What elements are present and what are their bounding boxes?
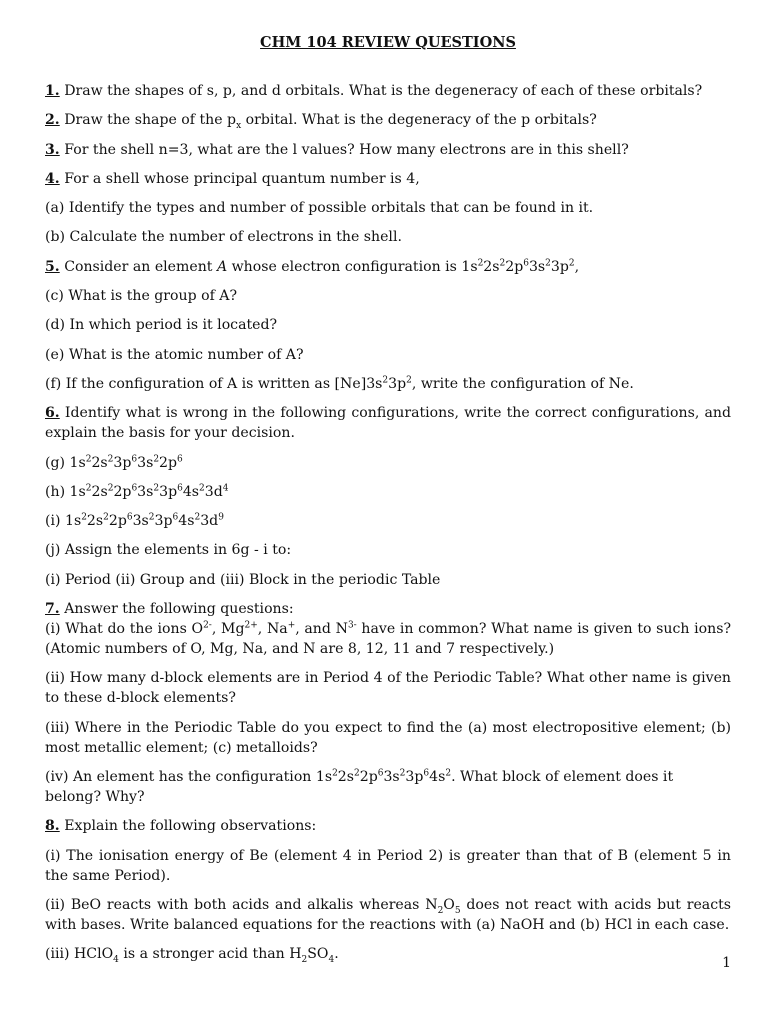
question-text: Draw the shapes of s, p, and d orbitals. What is the degeneracy of each of these orbitals? [64,83,703,99]
question-7i [45,619,731,659]
question-6i [45,511,731,531]
question-6g [45,453,731,473]
config-term: 2s [483,258,500,275]
config-term: 3p [113,454,132,471]
question-text: Draw the shape of the p [64,112,237,129]
question-text: Answer the following questions: [64,601,294,618]
superscript: 6 [131,453,138,464]
superscript: 2 [85,483,92,494]
question-text: SO [307,946,329,963]
superscript: 2 [194,512,201,523]
question-8i: (i) The ionisation energy of Be (element 4 in Period 2) is greater than that of B (element 5 in the same Period). [45,847,731,884]
superscript: 2 [399,768,406,779]
config-term: 3s [137,454,154,471]
question-text: (iii) HClO [45,946,114,963]
superscript: 2 [545,258,551,269]
question-text: (i) What do the ions O [45,621,204,638]
question-text: whose electron configuration is 1s [227,258,478,275]
question-5 [45,257,731,277]
config-term: 2p [113,483,132,500]
subscript: 5 [454,905,461,916]
superscript: 6 [423,768,430,779]
question-number: 5. [45,258,60,275]
question-number: 8. [45,818,60,835]
superscript: 2 [199,483,205,494]
superscript: 2 [568,258,575,269]
config-term: 2s [86,513,104,530]
question-text: , write the configuration of Ne. [411,375,634,392]
question-2 [45,110,731,130]
superscript: 2 [107,453,114,464]
superscript: 2 [332,768,338,779]
question-text: For a shell whose principal quantum number is 4, [64,170,420,187]
config-term: 3s [528,258,546,275]
subscript: 2 [437,905,444,916]
question-text: Explain the following observations: [64,818,317,835]
question-7ii: (ii) How many d-block elements are in Period 4 of the Periodic Table? What other name is given to these d-block elements? [45,670,731,707]
superscript: 2- [203,620,212,631]
config-term: 3p [154,513,173,530]
question-number: 1. [45,83,60,99]
config-term: 4s [178,513,195,530]
question-number: 2. [45,112,60,129]
superscript: 2 [477,258,484,269]
question-6j-parts: (i) Period (ii) Group and (iii) Block in the periodic Table [45,571,441,588]
question-number: 6. [45,405,60,422]
question-text: O [443,896,455,913]
question-8iii [45,944,731,964]
superscript: 2 [354,768,360,779]
config-term: 3p [405,768,424,785]
subscript: 4 [113,954,119,965]
document-page [45,30,731,964]
question-6h [45,482,731,502]
question-7 [45,599,731,619]
superscript: 6 [177,453,183,464]
superscript: 2 [406,375,412,386]
question-text: Consider an element [64,258,217,275]
question-3 [45,140,731,160]
superscript: 6 [131,483,138,494]
question-number: 4. [45,170,60,187]
config-term: 3s [137,483,154,500]
config-term: 2p [505,258,524,275]
superscript: 2 [499,258,506,269]
question-text: (h) 1s [45,483,86,500]
config-term: 2s [91,483,108,500]
superscript: 2 [81,512,87,523]
question-8 [45,816,731,836]
question-6j: (j) Assign the elements in 6g - i to: [45,542,292,559]
element-symbol: A [216,258,228,275]
question-5c: (c) What is the group of A? [45,288,237,305]
superscript: 9 [218,512,224,523]
superscript: 2 [107,483,114,494]
question-number: 7. [45,601,60,618]
superscript: 6 [172,512,179,523]
question-text: For the shell n=3, what are the l values? How many electrons are in this shell? [64,141,629,158]
config-term: 2p [159,454,178,471]
question-text: does not react with acids but reacts with bases. Write balanced equations for the reactions with (a) NaOH and (b) HCl in each case. [45,896,731,933]
question-5e: (e) What is the atomic number of A? [45,346,304,363]
page-number: 1 [722,955,731,971]
config-term: 2p [359,768,378,785]
superscript: 2 [85,453,92,464]
superscript: + [287,620,296,631]
subscript: x [236,121,242,132]
superscript: 2 [445,768,452,779]
question-5f [45,374,731,394]
superscript: 6 [523,258,529,269]
question-4b: (b) Calculate the number of electrons in the shell. [45,229,402,246]
subscript: 4 [328,954,335,965]
question-text: (ii) BeO reacts with both acids and alkalis whereas N [45,896,438,913]
config-term: 3s [383,768,400,785]
config-term: 3p [159,483,178,500]
question-text: is a stronger acid than H [118,946,302,963]
question-7iv [45,767,731,807]
question-text: (iv) An element has the configuration 1s [45,768,333,785]
superscript: 2 [153,483,160,494]
superscript: 2 [103,512,109,523]
question-number: 3. [45,141,60,158]
superscript: 3- [347,620,357,631]
question-1 [45,81,731,101]
config-term: 3d [200,513,219,530]
config-term: 4s [429,768,446,785]
config-term: 4s [182,483,200,500]
config-term: 2s [91,454,108,471]
superscript: 2+ [244,620,258,631]
question-text: , Na [257,621,288,638]
superscript: 6 [126,512,133,523]
question-6 [45,403,731,443]
config-term: 2p [108,513,127,530]
question-text: have in common? What name is given to such ions? (Atomic numbers of O, Mg, Na, and N are 8, 12, 11 and 7 respectively.) [45,621,731,658]
superscript: 2 [153,453,160,464]
question-text: (f) If the configuration of A is written as [Ne]3s [45,375,383,392]
config-term: 3d [204,483,223,500]
question-4a: (a) Identify the types and number of possible orbitals that can be found in it. [45,200,594,217]
question-text: Identify what is wrong in the following configurations, write the correct configurations, and explain the basis for your decision. [45,405,731,442]
question-text: . What block of element does it belong? Why? [45,768,674,805]
superscript: 2 [148,512,155,523]
question-text: , and N [295,621,348,638]
question-text: (g) 1s [45,454,86,471]
question-text: (i) 1s [45,513,82,530]
config-term: , [574,258,580,275]
question-4 [45,169,731,189]
subscript: 2 [301,954,308,965]
question-8ii [45,895,731,935]
config-term: 2s [337,768,354,785]
question-text: orbital. What is the degeneracy of the p orbitals? [241,112,597,129]
superscript: 6 [377,768,384,779]
superscript: 2 [382,375,389,386]
question-7iii: (iii) Where in the Periodic Table do you expect to find the (a) most electropositive element; (b) most metallic element; (c) metalloids? [45,719,731,756]
question-text: . [334,946,339,963]
document-title: CHM 104 REVIEW QUESTIONS [260,34,516,51]
superscript: 6 [177,483,183,494]
question-text: , Mg [211,621,245,638]
config-term: 3p [550,258,569,275]
config-term: 3p [388,375,407,392]
superscript: 4 [222,483,229,494]
config-term: 3s [132,513,149,530]
question-5d: (d) In which period is it located? [45,317,278,334]
